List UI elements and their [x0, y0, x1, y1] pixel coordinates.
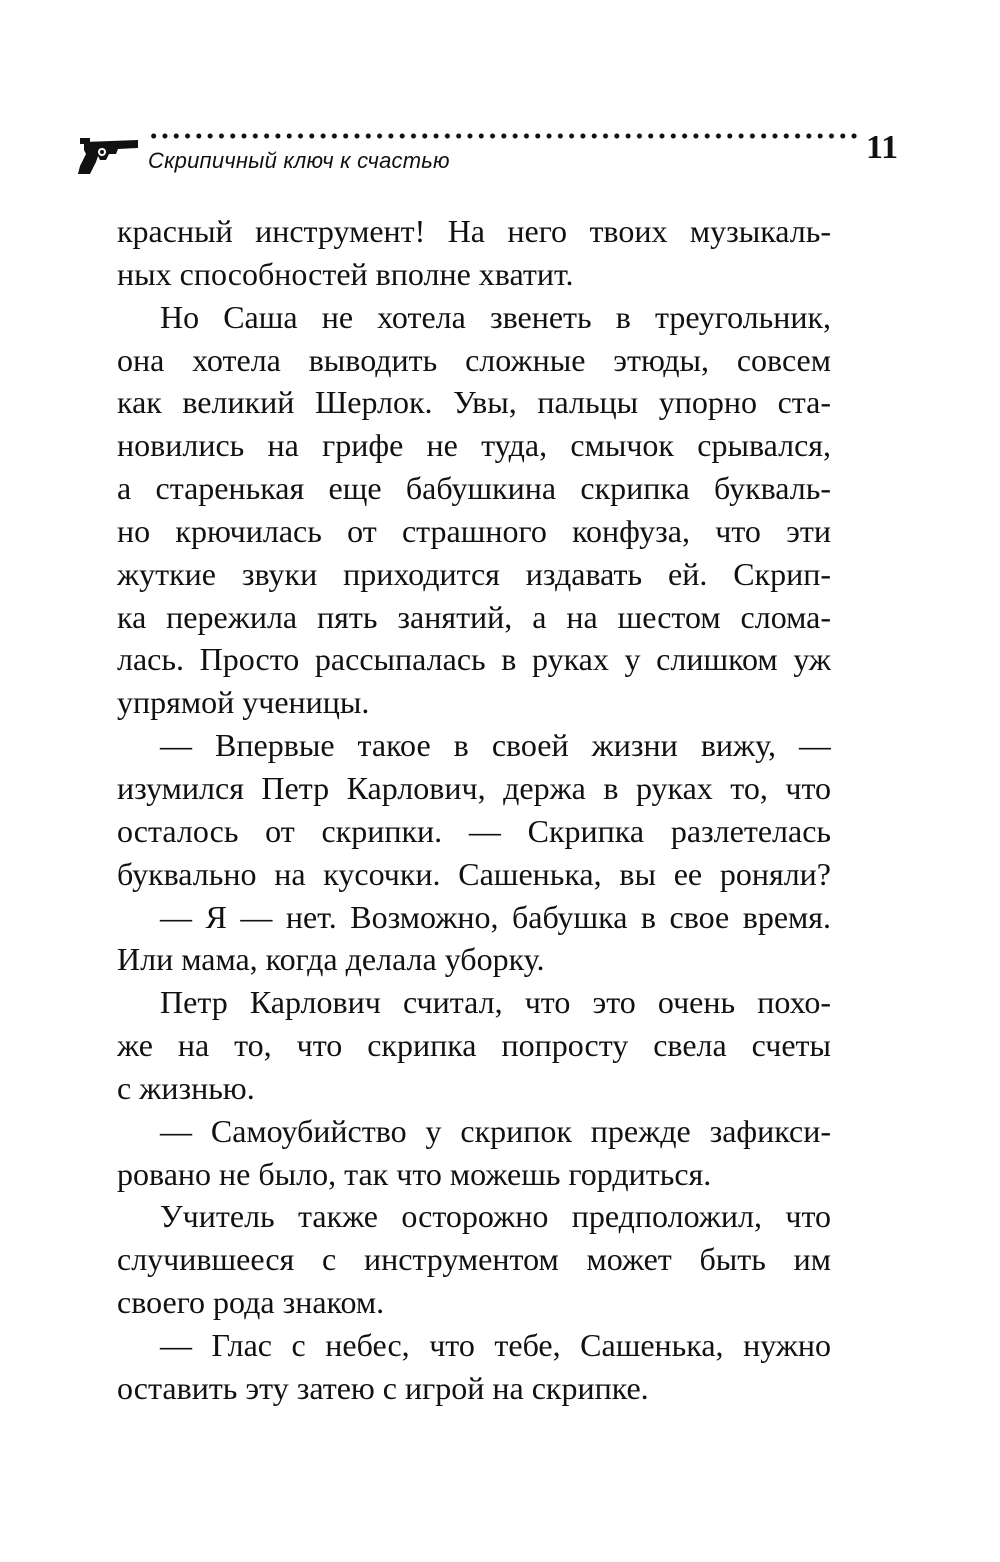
running-title: Скрипичный ключ к счастью: [148, 148, 450, 173]
text-line: случившееся с инструментом может быть им: [117, 1241, 831, 1278]
running-header: [76, 128, 899, 188]
text-line: буквально на кусочки. Сашенька, вы ее роняли?: [117, 855, 831, 892]
text-line: новились на грифе не туда, смычок срывался,: [117, 427, 831, 464]
text-line: она хотела выводить сложные этюды, совсем: [117, 341, 831, 378]
text-line: Но Саша не хотела звенеть в треугольник,: [160, 298, 831, 335]
text-line: но крючилась от страшного конфуза, что эти: [117, 512, 831, 549]
text-line: Или мама, когда делала уборку.: [117, 941, 545, 978]
text-line: Учитель также осторожно предположил, что: [160, 1198, 831, 1235]
text-line: осталось от скрипки. — Скрипка разлетелась: [117, 812, 831, 849]
text-line: лась. Просто рассыпалась в руках у слишком уж: [117, 641, 831, 678]
text-line: оставить эту затею с игрой на скрипке.: [117, 1369, 649, 1406]
text-line: своего рода знаком.: [117, 1284, 385, 1321]
text-line: Петр Карлович считал, что это очень похо-: [160, 984, 831, 1021]
text-line: — Впервые такое в своей жизни вижу, —: [160, 727, 831, 764]
text-line: — Глас с небес, что тебе, Сашенька, нужно: [160, 1326, 831, 1363]
revolver-icon: [76, 132, 142, 176]
text-line: же на то, что скрипка попросту свела счеты: [117, 1027, 831, 1064]
text-line: ных способностей вполне хватит.: [117, 255, 574, 292]
text-line: ка пережила пять занятий, а на шестом слома-: [117, 598, 831, 635]
page-number: 11: [866, 129, 899, 166]
dotted-rule: [148, 130, 860, 142]
text-line: — Я — нет. Возможно, бабушка в свое время.: [160, 898, 831, 935]
text-line: с жизнью.: [117, 1069, 255, 1106]
text-line: как великий Шерлок. Увы, пальцы упорно ста-: [117, 384, 831, 421]
text-line: ровано не было, так что можешь гордиться.: [117, 1155, 712, 1192]
text-line: а старенькая еще бабушкина скрипка букваль-: [117, 470, 831, 507]
text-line: жуткие звуки приходится издавать ей. Скрип-: [117, 555, 831, 592]
text-line: — Самоубийство у скрипок прежде зафикси-: [160, 1112, 831, 1149]
text-line: красный инструмент! На него твоих музыкаль-: [117, 213, 831, 249]
body-text: [117, 210, 831, 1410]
text-line: упрямой ученицы.: [117, 684, 370, 721]
text-line: изумился Петр Карлович, держа в руках то, что: [117, 769, 831, 806]
